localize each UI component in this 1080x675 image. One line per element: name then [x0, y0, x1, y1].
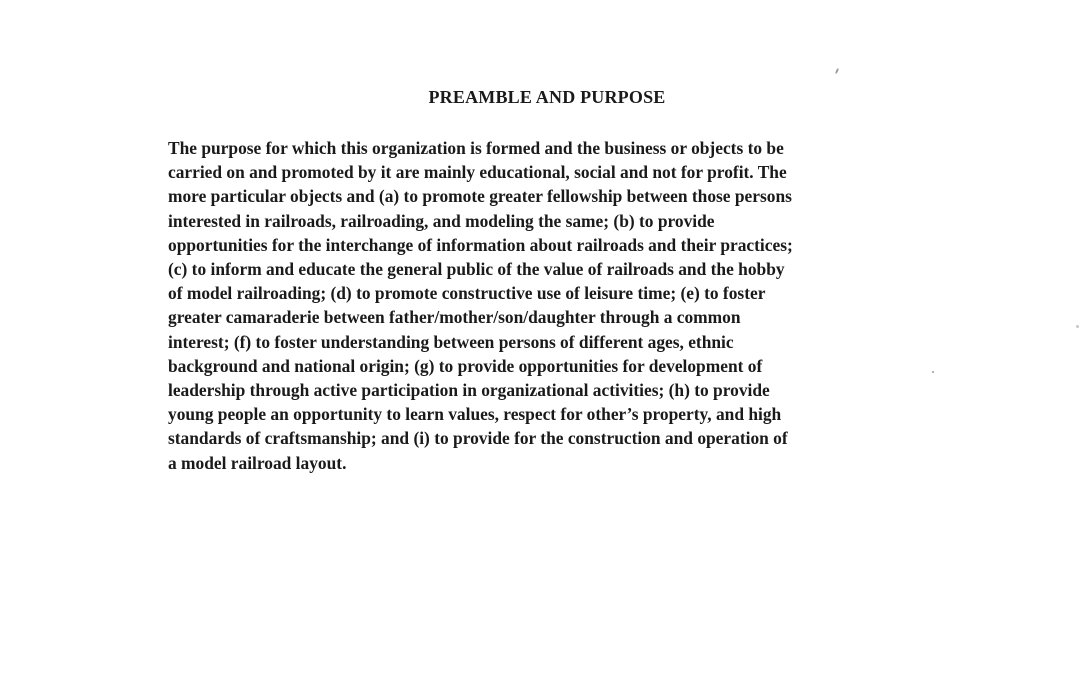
scan-speck — [1076, 325, 1079, 328]
paragraph-line: carried on and promoted by it are mainly educational, social and not for profit. The — [168, 162, 787, 183]
paragraph-line: The purpose for which this organization is formed and the business or objects to be — [168, 138, 784, 158]
paragraph-line: background and national origin; (g) to provide opportunities for development of — [168, 355, 763, 376]
scan-speck — [835, 68, 839, 74]
paragraph-line: a model railroad layout. — [168, 452, 347, 473]
paragraph-line: of model railroading; (d) to promote constructive use of leisure time; (e) to foster — [168, 283, 766, 304]
paragraph-line: opportunities for the interchange of information about railroads and their practices; — [168, 234, 793, 255]
paragraph-line: young people an opportunity to learn values, respect for other’s property, and high — [168, 404, 782, 425]
paragraph-line: leadership through active participation in organizational activities; (h) to provide — [168, 380, 770, 401]
paragraph-line: standards of craftsmanship; and (i) to provide for the construction and operation of — [168, 428, 788, 449]
paragraph-line: more particular objects and (a) to promote greater fellowship between those persons — [168, 186, 792, 207]
page-title: PREAMBLE AND PURPOSE — [428, 87, 666, 107]
paragraph-line: greater camaraderie between father/mother/son/daughter through a common — [168, 307, 741, 328]
paragraph-line: (c) to inform and educate the general public of the value of railroads and the hobby — [168, 259, 785, 280]
paragraph-line: interested in railroads, railroading, and modeling the same; (b) to provide — [168, 210, 715, 231]
purpose-paragraph — [168, 136, 938, 475]
paragraph-line: interest; (f) to foster understanding between persons of different ages, ethnic — [168, 331, 734, 352]
